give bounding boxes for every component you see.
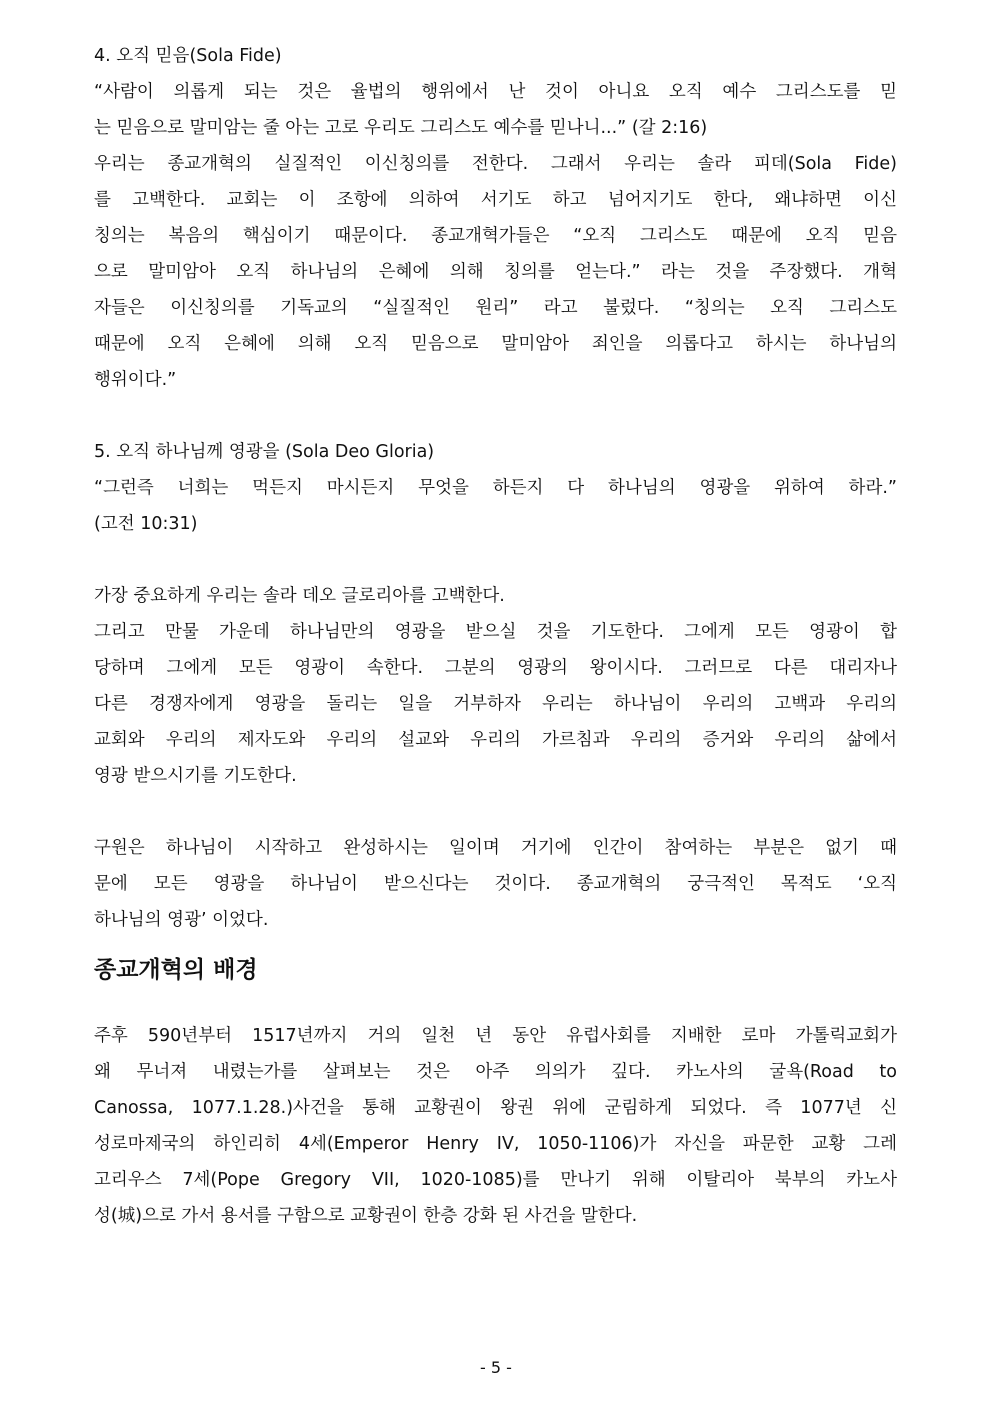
background-line-2: 왜 무너져 내렸는가를 살펴보는 것은 아주 의의가 깊다. 카노사의 굴욕(Road to — [94, 1062, 897, 1082]
section5-para2-line-5: 영광 받으시기를 기도한다. — [94, 766, 297, 786]
section5-para3-line-3: 하나님의 영광’ 이었다. — [94, 910, 269, 930]
section5-para2-line-1: 그리고 만물 가운데 하나님만의 영광을 받으실 것을 기도한다. 그에게 모든 영광이 합 — [94, 622, 897, 642]
section4-line-7: 자들은 이신칭의를 기독교의 “실질적인 원리” 라고 불렀다. “칭의는 오직 그리스도 — [94, 298, 897, 318]
section5-para3-line-2: 문에 모든 영광을 하나님이 받으신다는 것이다. 종교개혁의 궁극적인 목적도 ‘오직 — [94, 874, 897, 894]
section5-quote-line-1: “그런즉 너희는 먹든지 마시든지 무엇을 하든지 다 하나님의 영광을 위하여 하라.” — [94, 478, 897, 498]
spacer — [94, 398, 897, 434]
spacer — [94, 542, 897, 578]
section5-para2-line-4: 교회와 우리의 제자도와 우리의 설교와 우리의 가르침과 우리의 증거와 우리의 삶에서 — [94, 730, 897, 750]
spacer — [94, 998, 897, 1018]
document-page — [94, 38, 897, 1234]
background-heading: 종교개혁의 배경 — [94, 957, 258, 983]
background-line-1: 주후 590년부터 1517년까지 거의 일천 년 동안 유럽사회를 지배한 로마 가톨릭교회가 — [94, 1026, 897, 1046]
background-line-3: Canossa, 1077.1.28.)사건을 통해 교황권이 왕권 위에 군림하게 되었다. 즉 1077년 신 — [94, 1098, 897, 1118]
section4-line-2: 는 믿음으로 말미암는 줄 아는 고로 우리도 그리스도 예수를 믿나니...” (갈 2:16) — [94, 118, 708, 138]
section4-line-4: 를 고백한다. 교회는 이 조항에 의하여 서기도 하고 넘어지기도 한다, 왜냐하면 이신 — [94, 190, 897, 210]
background-line-4: 성로마제국의 하인리히 4세(Emperor Henry IV, 1050-1106)가 자신을 파문한 교황 그레 — [94, 1134, 897, 1154]
section4-line-1: “사람이 의롭게 되는 것은 율법의 행위에서 난 것이 아니요 오직 예수 그리스도를 믿 — [94, 82, 897, 102]
section4-line-5: 칭의는 복음의 핵심이기 때문이다. 종교개혁가들은 “오직 그리스도 때문에 오직 믿음 — [94, 226, 897, 246]
section5-para2-line-2: 당하며 그에게 모든 영광이 속한다. 그분의 영광의 왕이시다. 그러므로 다른 대리자나 — [94, 658, 897, 678]
section5-quote-line-2: (고전 10:31) — [94, 514, 198, 534]
background-line-5: 고리우스 7세(Pope Gregory VII, 1020-1085)를 만나기 위해 이탈리아 북부의 카노사 — [94, 1170, 897, 1190]
section5-para3-line-1: 구원은 하나님이 시작하고 완성하시는 일이며 거기에 인간이 참여하는 부분은 없기 때 — [94, 838, 897, 858]
spacer — [94, 794, 897, 830]
section4-line-3: 우리는 종교개혁의 실질적인 이신칭의를 전한다. 그래서 우리는 솔라 피데(Sola Fide) — [94, 154, 897, 174]
section4-line-6: 으로 말미암아 오직 하나님의 은혜에 의해 칭의를 얻는다.” 라는 것을 주장했다. 개혁 — [94, 262, 897, 282]
section4-line-8: 때문에 오직 은혜에 의해 오직 믿음으로 말미암아 죄인을 의롭다고 하시는 하나님의 — [94, 334, 897, 354]
section4-line-9: 행위이다.” — [94, 370, 177, 390]
page-number: - 5 - — [480, 1358, 512, 1377]
section4-heading: 4. 오직 믿음(Sola Fide) — [94, 46, 282, 66]
section5-para1: 가장 중요하게 우리는 솔라 데오 글로리아를 고백한다. — [94, 586, 505, 606]
section5-para2-line-3: 다른 경쟁자에게 영광을 돌리는 일을 거부하자 우리는 하나님이 우리의 고백과 우리의 — [94, 694, 897, 714]
background-line-6: 성(城)으로 가서 용서를 구함으로 교황권이 한층 강화 된 사건을 말한다. — [94, 1206, 638, 1226]
section5-heading: 5. 오직 하나님께 영광을 (Sola Deo Gloria) — [94, 442, 435, 462]
